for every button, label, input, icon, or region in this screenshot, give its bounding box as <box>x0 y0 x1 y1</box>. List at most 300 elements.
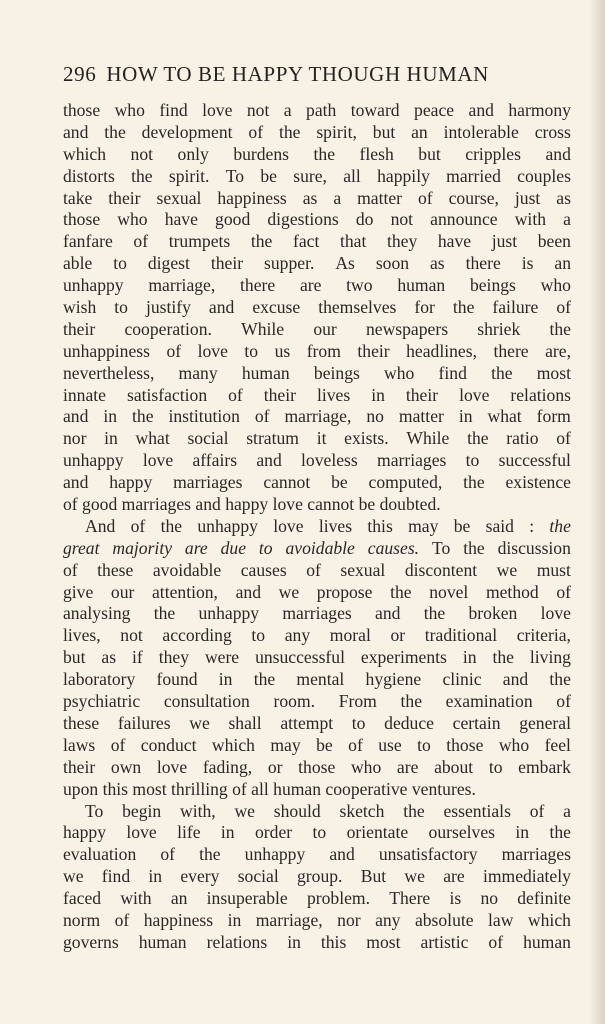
word: announce <box>430 209 498 230</box>
word: sexual <box>340 559 386 580</box>
word: in <box>515 822 530 843</box>
word: avoidable <box>285 537 355 558</box>
word: moral <box>329 625 371 646</box>
word: what <box>135 428 170 449</box>
word: excuse <box>252 297 301 318</box>
word: from <box>306 340 341 361</box>
word: these <box>63 712 100 733</box>
word: the <box>153 603 176 624</box>
word: burdens <box>233 143 290 164</box>
page-number: 296 <box>63 62 97 86</box>
word: the <box>549 318 571 339</box>
word: happy <box>63 822 106 843</box>
word: relations <box>510 384 571 405</box>
word: laws <box>63 734 96 755</box>
word: and <box>329 844 355 865</box>
word: nor <box>63 428 87 449</box>
word: happy <box>109 472 153 493</box>
word: have <box>437 231 472 252</box>
word: matter <box>357 187 403 208</box>
word: discussion <box>497 537 571 558</box>
word: of <box>556 581 571 602</box>
word: two <box>346 275 373 296</box>
word: of <box>110 734 126 755</box>
word: headlines, <box>406 340 477 361</box>
word: those <box>446 734 484 755</box>
word: mental <box>296 669 345 690</box>
word: While <box>406 428 450 449</box>
word: human <box>397 275 446 296</box>
word: As <box>335 253 355 274</box>
word: as <box>430 253 445 274</box>
word: our <box>110 581 135 602</box>
word: themselves <box>318 297 397 318</box>
word: for <box>414 297 435 318</box>
word: the <box>549 515 571 536</box>
word: and <box>375 603 401 624</box>
word: were <box>204 647 240 668</box>
word: attention, <box>152 581 218 602</box>
word: or <box>390 625 406 646</box>
word: broken <box>468 603 518 624</box>
text-line <box>63 385 571 407</box>
word: just <box>514 187 541 208</box>
word: sexual <box>156 187 202 208</box>
word: To <box>431 537 451 558</box>
word: unhappy <box>244 844 306 865</box>
word: according <box>162 625 232 646</box>
word: are, <box>545 340 571 361</box>
word: innate <box>63 384 106 405</box>
word: orientate <box>346 822 409 843</box>
word: unhappiness <box>63 340 150 361</box>
word: there <box>493 340 529 361</box>
word: are <box>396 756 419 777</box>
word: To <box>85 800 104 821</box>
word: governs <box>63 931 119 952</box>
word: And <box>85 515 116 536</box>
word: the <box>463 472 485 493</box>
word: failure <box>492 297 539 318</box>
word: they <box>386 231 418 252</box>
word: an <box>170 888 188 909</box>
word: who <box>114 100 145 120</box>
word: feel <box>544 734 571 755</box>
text-line <box>63 297 571 319</box>
word: marriage, <box>148 275 216 296</box>
word: find <box>101 866 131 887</box>
word: of <box>114 909 130 930</box>
word: who <box>540 275 571 296</box>
word: of <box>556 297 571 318</box>
word: unhappy <box>197 515 258 536</box>
word: discontent <box>404 559 478 580</box>
word: love <box>202 100 233 120</box>
word: propose <box>316 581 373 602</box>
word: lives <box>316 384 351 405</box>
word: examination <box>445 691 533 712</box>
word: said <box>485 515 514 536</box>
word: of <box>306 559 321 580</box>
word: be <box>331 472 348 493</box>
word: laboratory <box>63 669 136 690</box>
word: may <box>270 734 301 755</box>
word: a <box>563 209 571 230</box>
word: artistic <box>420 931 469 952</box>
word: what <box>487 406 522 427</box>
word: life <box>177 822 201 843</box>
word: with <box>120 888 152 909</box>
word: problem. <box>306 888 370 909</box>
word: the <box>549 822 571 843</box>
word: to <box>312 822 327 843</box>
word: if <box>132 647 143 668</box>
text-line <box>63 341 571 363</box>
word: of <box>63 559 78 580</box>
word: deduce <box>384 712 434 733</box>
word: evaluation <box>63 844 137 865</box>
word: to <box>417 734 431 755</box>
word: There <box>389 888 431 909</box>
word: be <box>316 734 333 755</box>
word: causes. <box>367 537 420 558</box>
word: and <box>63 406 89 427</box>
text-line <box>63 582 571 604</box>
page-edge-shadow <box>589 0 605 1024</box>
text-line <box>63 603 571 625</box>
word: of <box>348 734 363 755</box>
word: the <box>492 647 514 668</box>
word: own <box>110 756 142 777</box>
running-head <box>63 62 573 98</box>
word: or <box>267 756 283 777</box>
word: matter <box>398 406 444 427</box>
word: happiness <box>143 909 214 930</box>
word: any <box>284 625 311 646</box>
word: the <box>403 800 425 821</box>
word: the <box>491 362 513 383</box>
word: many <box>178 362 218 383</box>
word: an <box>554 253 571 274</box>
word: are <box>184 537 208 558</box>
word: the <box>549 669 571 690</box>
word: peace <box>414 100 455 120</box>
word: the <box>452 297 475 318</box>
word: any <box>375 909 401 930</box>
word: social <box>237 866 279 887</box>
word: traditional <box>424 625 498 646</box>
word: law <box>488 909 514 930</box>
word: avoidable <box>152 559 222 580</box>
word: group. <box>297 866 343 887</box>
word: we <box>278 581 300 602</box>
word: as <box>556 187 571 208</box>
word: not <box>390 209 414 230</box>
word: nevertheless, <box>63 362 155 383</box>
word: human <box>523 931 571 952</box>
word: of <box>160 844 176 865</box>
word: the <box>199 844 221 865</box>
word: there <box>465 253 501 274</box>
word: embark <box>518 756 571 777</box>
word: sketch <box>339 800 385 821</box>
text-line <box>63 363 571 385</box>
text-line <box>63 844 571 866</box>
word: love <box>273 515 304 536</box>
text-line <box>63 647 571 669</box>
word: of <box>228 384 243 405</box>
word: their <box>405 384 439 405</box>
word: the <box>400 691 423 712</box>
text-line <box>63 538 571 560</box>
word: newspapers <box>365 318 449 339</box>
word: development <box>141 121 233 142</box>
word: lives, <box>63 625 101 646</box>
text-line <box>63 516 571 538</box>
word: criteria, <box>516 625 571 646</box>
word: to <box>465 450 480 471</box>
word: in <box>462 647 477 668</box>
word: fading, <box>202 756 253 777</box>
word: failures <box>117 712 171 733</box>
word: clinic <box>442 669 482 690</box>
word: and <box>63 472 89 493</box>
word: in <box>103 406 118 427</box>
word: in <box>220 822 235 843</box>
word: ourselves <box>428 822 495 843</box>
word: with, <box>179 800 216 821</box>
word: satisfaction <box>126 384 208 405</box>
word: relations <box>206 931 268 952</box>
word: these <box>97 559 134 580</box>
text-line <box>63 866 571 888</box>
word: to <box>351 712 366 733</box>
text-line <box>63 188 571 210</box>
word: it <box>316 428 327 449</box>
word: begin <box>122 800 162 821</box>
text-line <box>63 406 571 428</box>
word: institution <box>168 406 240 427</box>
text-line <box>63 691 571 713</box>
word: the <box>423 603 446 624</box>
word: the <box>463 537 485 558</box>
word: which <box>63 143 106 164</box>
word: While <box>241 318 285 339</box>
word: unsatisfactory <box>378 844 478 865</box>
word: and <box>256 450 282 471</box>
word: able <box>63 253 93 274</box>
word: to <box>258 537 273 558</box>
text-line <box>63 494 571 516</box>
word: couples <box>517 165 571 186</box>
word: human <box>241 362 290 383</box>
word: fact <box>292 231 320 252</box>
word: their <box>63 318 96 339</box>
word: and <box>545 143 571 164</box>
word: of <box>248 121 264 142</box>
word: analysing <box>63 603 131 624</box>
word: sure, <box>293 165 327 186</box>
word: spirit, <box>316 121 357 142</box>
word: wish <box>63 297 97 318</box>
word: fanfare <box>63 231 113 252</box>
word: those <box>298 756 336 777</box>
word: the <box>253 669 276 690</box>
word: digestions <box>267 209 339 230</box>
word: but <box>63 647 86 668</box>
word: who <box>384 362 415 383</box>
word: of <box>166 340 182 361</box>
word: as <box>101 647 117 668</box>
word: a <box>333 187 342 208</box>
word: immediately <box>482 866 571 887</box>
word: in <box>104 428 118 449</box>
word: just <box>491 231 518 252</box>
line-words: of good marriages and happy love cannot be doubted. <box>63 494 441 515</box>
word: find <box>438 362 467 383</box>
word: marriages <box>282 603 352 624</box>
word: ratio <box>506 428 539 449</box>
word: beings <box>469 275 516 296</box>
text-line <box>63 144 571 166</box>
word: but <box>418 143 441 164</box>
word: distorts <box>63 165 115 186</box>
word: take <box>63 187 93 208</box>
word: the <box>131 165 153 186</box>
word: should <box>273 800 321 821</box>
word: cooperation. <box>124 318 212 339</box>
word: of <box>529 800 545 821</box>
word: successful <box>498 450 571 471</box>
word: not <box>130 143 153 164</box>
word: all <box>343 165 361 186</box>
word: we <box>234 800 255 821</box>
line-words: upon this most thrilling of all human cooperative ventures. <box>63 778 476 799</box>
text-line <box>63 910 571 932</box>
word: good <box>215 209 251 230</box>
word: nor <box>337 909 361 930</box>
word: which <box>527 909 571 930</box>
word: due <box>220 537 247 558</box>
word: experiments <box>360 647 447 668</box>
word: trumpets <box>168 231 231 252</box>
word: great <box>63 537 100 558</box>
word: is <box>521 253 534 274</box>
text-line <box>63 779 571 801</box>
word: happily <box>377 165 430 186</box>
word: general <box>519 712 571 733</box>
word: cross <box>534 121 571 142</box>
word: not <box>246 100 270 120</box>
word: hygiene <box>365 669 422 690</box>
word: to <box>244 340 259 361</box>
body-text <box>63 100 571 954</box>
word: absolute <box>414 909 474 930</box>
word: their <box>210 253 244 274</box>
word: have <box>164 209 198 230</box>
word: be <box>453 515 471 536</box>
word: and <box>208 297 235 318</box>
word: stratum <box>246 428 299 449</box>
word: in <box>287 931 301 952</box>
word: of <box>133 231 149 252</box>
word: this <box>367 515 393 536</box>
text-line <box>63 450 571 472</box>
word: marriage, <box>255 909 323 930</box>
word: their <box>63 756 96 777</box>
word: love <box>142 450 174 471</box>
word: our <box>313 318 337 339</box>
word: exists. <box>344 428 389 449</box>
word: their <box>357 340 390 361</box>
word: are <box>443 866 465 887</box>
word: happiness <box>217 187 287 208</box>
word: and <box>502 669 529 690</box>
word: we <box>496 559 518 580</box>
word: most <box>536 362 571 383</box>
word: must <box>536 559 571 580</box>
word: do <box>355 209 374 230</box>
text-line <box>63 100 571 122</box>
word: the <box>132 406 154 427</box>
word: their <box>108 187 141 208</box>
word: unhappy <box>63 275 124 296</box>
word: majority <box>112 537 173 558</box>
word: found <box>156 669 198 690</box>
word: digest <box>147 253 190 274</box>
word: marriages <box>173 472 243 493</box>
text-line <box>63 122 571 144</box>
word: the <box>250 231 273 252</box>
word: consultation <box>163 691 250 712</box>
text-line <box>63 888 571 910</box>
word: loveless <box>301 450 358 471</box>
word: who <box>350 756 382 777</box>
word: course, <box>448 187 499 208</box>
word: we <box>63 866 84 887</box>
word: been <box>537 231 571 252</box>
text-line <box>63 735 571 757</box>
word: room. <box>273 691 316 712</box>
word: intolerable <box>443 121 519 142</box>
word: every <box>180 866 220 887</box>
word: love <box>540 603 571 624</box>
word: no <box>366 406 384 427</box>
word: the <box>278 121 301 142</box>
word: love <box>459 384 490 405</box>
word: beings <box>313 362 360 383</box>
word: certain <box>452 712 501 733</box>
word: of <box>556 691 571 712</box>
text-line <box>63 319 571 341</box>
word: are <box>299 275 322 296</box>
word: to <box>113 253 127 274</box>
word: insuperable <box>206 888 288 909</box>
word: those <box>63 209 101 230</box>
word: living <box>529 647 571 668</box>
word: and <box>235 581 261 602</box>
word: no <box>480 888 499 909</box>
word: method <box>485 581 539 602</box>
text-line <box>63 560 571 582</box>
word: of <box>556 428 571 449</box>
text-line <box>63 275 571 297</box>
word: to <box>251 625 266 646</box>
word: unhappy <box>63 450 124 471</box>
word: order <box>255 822 293 843</box>
word: in <box>148 866 163 887</box>
word: only <box>177 143 209 164</box>
